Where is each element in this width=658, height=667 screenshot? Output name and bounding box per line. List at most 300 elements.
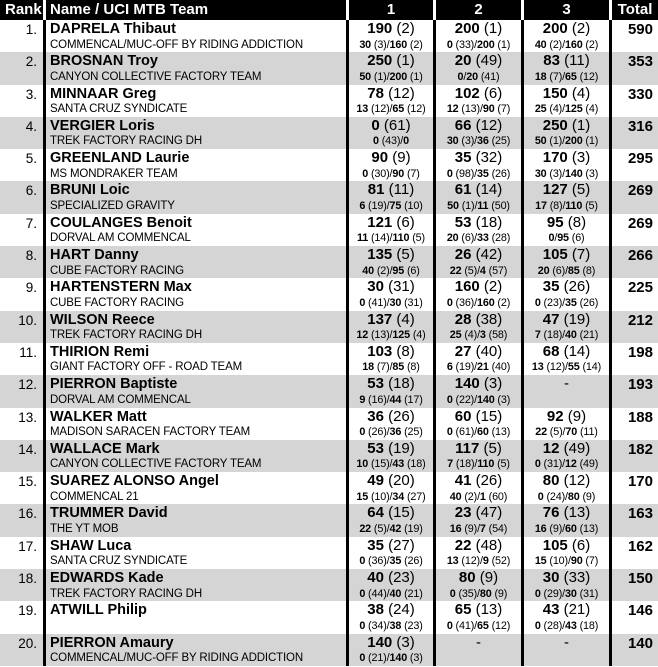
rider-cell	[43, 117, 346, 149]
round-1-points: 53 (18)	[367, 375, 415, 393]
round-1-points: 36 (26)	[367, 407, 415, 425]
rank-cell: 4.	[25, 118, 37, 134]
rank-cell: 13.	[18, 409, 37, 425]
table-row	[0, 472, 658, 504]
round-1-points-detail: 0 (26)/36 (25)	[359, 426, 423, 439]
rank-cell: 18.	[18, 571, 37, 587]
round-2-points: 117 (5)	[455, 439, 502, 457]
round-3-points-detail: 17 (8)/110 (5)	[535, 199, 598, 212]
rider-cell	[43, 85, 346, 117]
table-row	[0, 52, 658, 84]
round-3-points: 105 (6)	[542, 536, 591, 554]
round-2-points-detail: 22 (5)/4 (57)	[449, 264, 508, 277]
total-cell: 140	[609, 634, 658, 666]
round-1-cell	[346, 408, 433, 440]
rider-cell	[43, 343, 346, 375]
round-3-cell	[521, 278, 609, 310]
round-3-points: 47 (19)	[542, 310, 591, 328]
rank-cell: 20.	[18, 635, 37, 651]
rider-cell	[43, 440, 346, 472]
round-2-points-detail: 13 (12)/9 (52)	[446, 555, 511, 568]
round-1-cell	[346, 20, 433, 52]
rank-cell: 6.	[25, 183, 37, 199]
round-1-points: 81 (11)	[367, 181, 415, 199]
round-1-points-detail: 12 (13)/125 (4)	[356, 329, 426, 342]
round-1-points-detail: 50 (1)/200 (1)	[359, 70, 423, 83]
total-cell: 266	[609, 246, 658, 278]
rider-cell	[43, 569, 346, 601]
round-3-cell	[521, 214, 609, 246]
total-cell: 295	[609, 149, 658, 181]
round-1-cell	[346, 601, 433, 633]
rider-team: THE YT MOB	[50, 522, 119, 535]
round-1-points-detail: 0 (44)/40 (21)	[359, 587, 423, 600]
rider-name: ATWILL Philip	[50, 602, 147, 619]
round-3-cell	[521, 634, 609, 666]
round-2-points-detail: 0 (22)/140 (3)	[446, 393, 511, 406]
round-2-cell	[433, 149, 521, 181]
rider-cell	[43, 634, 346, 666]
rider-cell	[43, 601, 346, 633]
round-3-cell	[521, 117, 609, 149]
rider-cell	[43, 472, 346, 504]
round-3-points-detail: 25 (4)/125 (4)	[534, 103, 599, 116]
round-2-cell	[433, 52, 521, 84]
round-2-cell	[433, 408, 521, 440]
round-1-points: 49 (20)	[367, 472, 415, 490]
rider-name: PIERRON Baptiste	[50, 376, 178, 393]
round-1-points-detail: 18 (7)/85 (8)	[362, 361, 420, 374]
round-2-cell	[433, 246, 521, 278]
round-3-cell	[521, 408, 609, 440]
total-cell: 170	[609, 472, 658, 504]
round-1-points: 53 (19)	[367, 439, 415, 457]
total-cell: 193	[609, 375, 658, 407]
round-2-points-detail: 25 (4)/3 (58)	[449, 329, 508, 342]
round-1-points-detail: 30 (3)/160 (2)	[359, 38, 423, 51]
rider-cell	[43, 504, 346, 536]
round-2-cell	[433, 20, 521, 52]
round-1-cell	[346, 214, 433, 246]
round-2-points-detail: 0 (36)/160 (2)	[446, 296, 511, 309]
round-2-cell	[433, 472, 521, 504]
total-cell: 316	[609, 117, 658, 149]
round-2-cell	[433, 181, 521, 213]
round-3-cell	[521, 181, 609, 213]
header-total: Total	[609, 0, 658, 20]
total-cell: 225	[609, 278, 658, 310]
round-3-points-detail: 0/95 (6)	[548, 232, 585, 245]
round-1-cell	[346, 181, 433, 213]
round-2-cell	[433, 117, 521, 149]
table-row	[0, 117, 658, 149]
round-2-points: 27 (40)	[454, 342, 503, 360]
round-3-points-detail: 7 (18)/40 (21)	[534, 329, 599, 342]
round-2-cell	[433, 504, 521, 536]
rider-cell	[43, 537, 346, 569]
rider-cell	[43, 311, 346, 343]
rider-name: SUAREZ ALONSO Angel	[50, 473, 219, 490]
round-1-points-detail: 9 (16)/44 (17)	[359, 393, 423, 406]
round-1-cell	[346, 278, 433, 310]
round-1-cell	[346, 246, 433, 278]
rank-cell: 10.	[18, 312, 37, 328]
table-row	[0, 311, 658, 343]
round-3-cell	[521, 20, 609, 52]
round-3-points: 250 (1)	[542, 116, 591, 134]
round-2-points: 26 (42)	[454, 246, 503, 264]
round-1-points: 30 (31)	[367, 278, 415, 296]
table-row	[0, 343, 658, 375]
rider-cell	[43, 214, 346, 246]
round-1-cell	[346, 149, 433, 181]
round-2-points: 65 (13)	[454, 601, 503, 619]
round-1-points-detail: 15 (10)/34 (27)	[356, 490, 426, 503]
round-3-cell	[521, 504, 609, 536]
round-2-points: 61 (14)	[454, 181, 503, 199]
rider-name: GREENLAND Laurie	[50, 150, 190, 167]
round-2-points-detail: 0 (61)/60 (13)	[446, 426, 511, 439]
round-3-points-detail: 13 (12)/55 (14)	[531, 361, 602, 374]
rider-cell	[43, 375, 346, 407]
round-1-cell	[346, 85, 433, 117]
round-3-points: 80 (12)	[542, 472, 591, 490]
round-3-points-detail: 30 (3)/140 (3)	[534, 167, 599, 180]
round-2-points-detail: 0 (98)/35 (26)	[446, 167, 511, 180]
rank-cell: 12.	[18, 377, 37, 393]
rider-team: SPECIALIZED GRAVITY	[50, 199, 175, 212]
round-1-points-detail: 22 (5)/42 (19)	[359, 522, 423, 535]
total-cell: 146	[609, 601, 658, 633]
table-header	[0, 0, 658, 20]
round-2-cell	[433, 278, 521, 310]
rider-cell	[43, 20, 346, 52]
rider-name: BROSNAN Troy	[50, 53, 158, 70]
round-2-points-detail: 6 (19)/21 (40)	[446, 361, 511, 374]
round-3-points-detail: 16 (9)/60 (13)	[534, 522, 599, 535]
table-row	[0, 20, 658, 52]
round-3-points: 105 (7)	[542, 246, 591, 264]
round-1-points: 250 (1)	[367, 52, 415, 70]
round-1-points-detail: 6 (19)/75 (10)	[359, 199, 423, 212]
round-3-points: 150 (4)	[542, 84, 591, 102]
total-cell: 330	[609, 85, 658, 117]
header-rank: Rank	[0, 0, 43, 20]
round-1-points: 140 (3)	[367, 633, 415, 651]
total-cell: 353	[609, 52, 658, 84]
round-1-points-detail: 0 (21)/140 (3)	[359, 652, 423, 665]
table-row	[0, 504, 658, 536]
round-2-cell	[433, 440, 521, 472]
rider-name: MINNAAR Greg	[50, 85, 157, 102]
table-row	[0, 601, 658, 633]
round-2-points: 41 (26)	[454, 472, 503, 490]
round-1-points-detail: 0 (41)/30 (31)	[359, 296, 423, 309]
rank-cell: 16.	[18, 506, 37, 522]
round-3-points-detail: 0 (29)/30 (31)	[534, 587, 599, 600]
round-3-points-detail: 15 (10)/90 (7)	[534, 555, 599, 568]
round-2-points-detail: 0 (35)/80 (9)	[449, 587, 508, 600]
round-2-points-detail: 16 (9)/7 (54)	[449, 522, 508, 535]
table-row	[0, 149, 658, 181]
round-1-cell	[346, 343, 433, 375]
round-1-points: 90 (9)	[371, 149, 411, 167]
round-1-cell	[346, 504, 433, 536]
rank-cell: 17.	[18, 538, 37, 554]
table-row	[0, 278, 658, 310]
round-2-points: 66 (12)	[454, 116, 503, 134]
total-cell: 198	[609, 343, 658, 375]
round-1-cell	[346, 117, 433, 149]
round-3-cell	[521, 85, 609, 117]
rider-team: MS MONDRAKER TEAM	[50, 167, 178, 180]
round-3-points: 68 (14)	[542, 342, 591, 360]
rider-team: CUBE FACTORY RACING	[50, 296, 184, 309]
round-2-points: 23 (47)	[454, 504, 503, 522]
round-3-cell	[521, 440, 609, 472]
round-3-cell	[521, 472, 609, 504]
round-2-points: 53 (18)	[454, 213, 503, 231]
round-2-cell	[433, 343, 521, 375]
round-3-points: 43 (21)	[542, 601, 591, 619]
total-cell: 188	[609, 408, 658, 440]
round-1-points-detail: 13 (12)/65 (12)	[356, 103, 426, 116]
rider-team: DORVAL AM COMMENCAL	[50, 393, 191, 406]
round-2-points: 200 (1)	[454, 20, 503, 37]
round-1-points: 103 (8)	[367, 342, 415, 360]
round-1-points: 190 (2)	[367, 20, 415, 37]
rider-cell	[43, 149, 346, 181]
rank-cell: 15.	[18, 474, 37, 490]
round-2-points-detail: 12 (13)/90 (7)	[446, 103, 511, 116]
round-3-cell	[521, 343, 609, 375]
round-2-points: 102 (6)	[454, 84, 503, 102]
round-3-points-detail: 22 (5)/70 (11)	[535, 426, 598, 439]
round-1-points-detail: 40 (2)/95 (6)	[362, 264, 420, 277]
rider-name: PIERRON Amaury	[50, 634, 174, 651]
rider-name: DAPRELA Thibaut	[50, 21, 176, 37]
rider-cell	[43, 246, 346, 278]
rider-team: CANYON COLLECTIVE FACTORY TEAM	[50, 70, 262, 83]
round-3-cell	[521, 537, 609, 569]
round-2-cell	[433, 537, 521, 569]
table-row	[0, 246, 658, 278]
round-3-cell	[521, 601, 609, 633]
round-1-points-detail: 11 (14)/110 (5)	[356, 232, 425, 245]
rider-name: SHAW Luca	[50, 537, 132, 554]
rider-name: COULANGES Benoit	[50, 214, 192, 231]
rider-name: WALLACE Mark	[50, 440, 160, 457]
round-2-points-detail: 7 (18)/110 (5)	[447, 458, 510, 471]
table-row	[0, 375, 658, 407]
round-1-cell	[346, 537, 433, 569]
rank-cell: 8.	[25, 248, 37, 264]
rider-team: CANYON COLLECTIVE FACTORY TEAM	[50, 458, 262, 471]
rank-cell: 2.	[25, 54, 37, 70]
round-2-points-detail: 0/20 (41)	[457, 70, 500, 83]
table-row	[0, 634, 658, 666]
header-name-team: Name / UCI MTB Team	[43, 0, 346, 20]
round-1-cell	[346, 569, 433, 601]
rider-name: HART Danny	[50, 247, 139, 264]
rider-name: VERGIER Loris	[50, 117, 155, 134]
round-2-cell	[433, 214, 521, 246]
round-3-points: -	[564, 633, 569, 651]
table-row	[0, 537, 658, 569]
round-3-points: 95 (8)	[546, 213, 587, 231]
round-3-points-detail: 50 (1)/200 (1)	[534, 135, 599, 148]
total-cell: 269	[609, 214, 658, 246]
round-1-points: 35 (27)	[367, 536, 415, 554]
round-1-cell	[346, 311, 433, 343]
round-2-points: 140 (3)	[454, 375, 503, 393]
round-3-cell	[521, 311, 609, 343]
round-3-cell	[521, 149, 609, 181]
round-2-cell	[433, 375, 521, 407]
round-2-points-detail: 0 (33)/200 (1)	[446, 38, 511, 51]
table-body	[0, 20, 658, 666]
rider-name: THIRION Remi	[50, 343, 150, 360]
table-row	[0, 569, 658, 601]
rider-team: TREK FACTORY RACING DH	[50, 587, 202, 600]
round-2-points: 20 (49)	[454, 52, 503, 70]
rider-cell	[43, 181, 346, 213]
round-3-points: 76 (13)	[542, 504, 591, 522]
round-2-cell	[433, 85, 521, 117]
round-2-cell	[433, 601, 521, 633]
rank-cell: 7.	[25, 215, 37, 231]
round-1-points: 78 (12)	[367, 84, 415, 102]
rank-cell: 3.	[25, 86, 37, 102]
round-3-points: 35 (26)	[542, 278, 591, 296]
rider-team: COMMENCAL 21	[50, 490, 139, 503]
round-1-points-detail: 0 (43)/0	[372, 135, 410, 148]
total-cell: 150	[609, 569, 658, 601]
round-2-points: 22 (48)	[454, 536, 503, 554]
round-1-points: 135 (5)	[367, 246, 415, 264]
header-round-2: 2	[433, 0, 521, 20]
round-1-points: 64 (15)	[367, 504, 415, 522]
round-1-cell	[346, 472, 433, 504]
round-2-points-detail: 50 (1)/11 (50)	[447, 199, 510, 212]
round-1-cell	[346, 375, 433, 407]
rider-cell	[43, 52, 346, 84]
round-2-points: 35 (32)	[454, 149, 503, 167]
round-2-cell	[433, 569, 521, 601]
rider-name: TRUMMER David	[50, 505, 168, 522]
total-cell: 162	[609, 537, 658, 569]
round-3-points: 92 (9)	[546, 407, 587, 425]
table-row	[0, 440, 658, 472]
round-1-points: 121 (6)	[367, 213, 415, 231]
round-3-cell	[521, 246, 609, 278]
rank-cell: 14.	[18, 441, 37, 457]
round-3-points-detail: 0 (31)/12 (49)	[534, 458, 599, 471]
round-1-points-detail: 0 (30)/90 (7)	[362, 167, 420, 180]
rider-name: WILSON Reece	[50, 311, 155, 328]
round-2-points-detail: 40 (2)/1 (60)	[449, 490, 508, 503]
round-1-points: 40 (23)	[367, 569, 415, 587]
rider-team: COMMENCAL/MUC-OFF BY RIDING ADDICTION	[50, 38, 303, 51]
round-3-cell	[521, 569, 609, 601]
round-1-cell	[346, 52, 433, 84]
round-1-points: 137 (4)	[367, 310, 415, 328]
rider-team: TREK FACTORY RACING DH	[50, 135, 202, 148]
round-2-points-detail: 20 (6)/33 (28)	[446, 232, 511, 245]
rider-name: BRUNI Loic	[50, 182, 130, 199]
round-2-cell	[433, 634, 521, 666]
total-cell: 269	[609, 181, 658, 213]
header-round-1: 1	[346, 0, 433, 20]
round-1-cell	[346, 634, 433, 666]
rank-cell: 9.	[25, 280, 37, 296]
round-3-points-detail: 20 (6)/85 (8)	[537, 264, 596, 277]
round-2-cell	[433, 311, 521, 343]
rider-team: DORVAL AM COMMENCAL	[50, 232, 191, 245]
round-3-points-detail: 0 (23)/35 (26)	[534, 296, 599, 309]
round-2-points: 80 (9)	[458, 569, 499, 587]
total-cell: 590	[609, 20, 658, 52]
round-3-points: -	[564, 375, 569, 393]
table-row	[0, 85, 658, 117]
round-1-cell	[346, 440, 433, 472]
rider-team: TREK FACTORY RACING DH	[50, 329, 202, 342]
total-cell: 182	[609, 440, 658, 472]
table-row	[0, 214, 658, 246]
round-3-points: 170 (3)	[542, 149, 591, 167]
round-2-points: 160 (2)	[454, 278, 503, 296]
round-2-points-detail: 0 (41)/65 (12)	[446, 619, 511, 632]
total-cell: 163	[609, 504, 658, 536]
rider-team: COMMENCAL/MUC-OFF BY RIDING ADDICTION	[50, 652, 303, 665]
rider-cell	[43, 408, 346, 440]
round-1-points-detail: 10 (15)/43 (18)	[356, 458, 426, 471]
table-row	[0, 181, 658, 213]
rider-team: SANTA CRUZ SYNDICATE	[50, 555, 188, 568]
rank-cell: 11.	[19, 344, 37, 360]
round-3-points-detail: 0 (28)/43 (18)	[534, 619, 599, 632]
round-1-points-detail: 0 (36)/35 (26)	[359, 555, 423, 568]
rider-team: SANTA CRUZ SYNDICATE	[50, 103, 188, 116]
round-3-points-detail: 40 (2)/160 (2)	[534, 38, 599, 51]
round-2-points-detail: 30 (3)/36 (25)	[446, 135, 511, 148]
table-row	[0, 408, 658, 440]
round-2-points: 60 (15)	[454, 407, 503, 425]
rider-name: HARTENSTERN Max	[50, 279, 192, 296]
header-round-3: 3	[521, 0, 609, 20]
round-3-points-detail: 0 (24)/80 (9)	[537, 490, 596, 503]
round-1-points: 38 (24)	[367, 601, 415, 619]
round-3-cell	[521, 375, 609, 407]
rider-team: GIANT FACTORY OFF - ROAD TEAM	[50, 361, 243, 374]
rider-name: EDWARDS Kade	[50, 570, 164, 587]
rider-team: CUBE FACTORY RACING	[50, 264, 184, 277]
round-3-points: 12 (49)	[542, 439, 591, 457]
round-3-points: 200 (2)	[542, 20, 591, 37]
round-3-points: 30 (33)	[542, 569, 591, 587]
rider-team: MADISON SARACEN FACTORY TEAM	[50, 426, 251, 439]
rider-name: WALKER Matt	[50, 408, 147, 425]
round-3-points: 83 (11)	[543, 52, 590, 70]
round-1-points-detail: 0 (34)/38 (23)	[359, 619, 423, 632]
rank-cell: 19.	[18, 603, 37, 619]
rank-cell: 5.	[25, 151, 37, 167]
rank-cell: 1.	[25, 22, 37, 37]
round-3-cell	[521, 52, 609, 84]
round-2-points: -	[476, 633, 481, 651]
round-1-points: 0 (61)	[371, 116, 411, 134]
round-2-points: 28 (38)	[454, 310, 503, 328]
